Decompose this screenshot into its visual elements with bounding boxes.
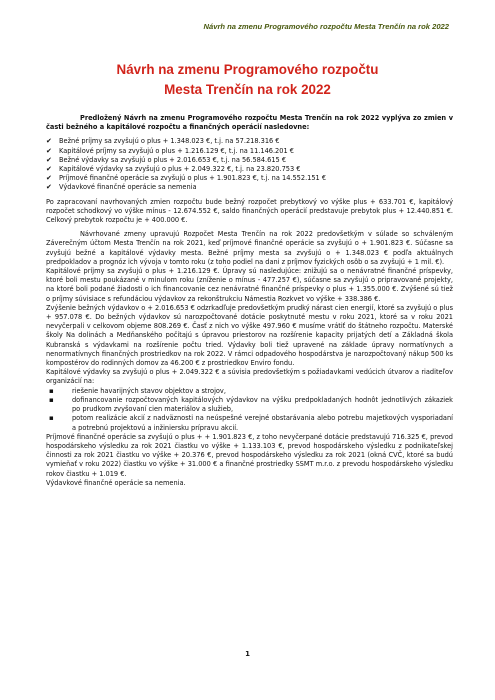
list-item: ✔ Kapitálové príjmy sa zvyšujú o plus + 1.216.129 €, t.j. na 11.146.201 €: [46, 146, 294, 155]
intro-paragraph: Predložený Návrh na zmenu Programového rozpočtu Mesta Trenčín na rok 2022 vyplýva zo zmien v časti bežného a kapitálové rozpočtu a finančných operácií nasledovne:: [46, 114, 453, 132]
checkmark-icon: ✔: [46, 174, 52, 183]
checkmark-icon: ✔: [46, 183, 52, 192]
capital-expenses-paragraph: Kapitálové výdavky sa zvyšujú o plus + 2.049.322 € a súvisia predovšetkým s požiadavkami vedúcich útvarov a riaditeľov organizácií na:: [46, 368, 453, 386]
capital-expenses-list: [46, 387, 453, 433]
checkmark-icon: ✔: [46, 155, 52, 164]
bullet-icon: ▪: [49, 414, 54, 423]
page-title: [0, 60, 495, 100]
list-item: ✔ Výdavkové finančné operácie sa nemenia: [46, 183, 197, 192]
current-expenses-paragraph: Zvýšenie bežných výdavkov o + 2.016.653 € odzrkadľuje predovšetkým prudký nárast cien energií, ktoré sa zvyšujú o plus + 957.078 €. Do bežných výdavkov sú narozpočtované dotácie poskytnuté mestu v roku 2021, ktoré sa v roku 2021 nevyčerpali v celkovom objeme 808.269 €. Časť z nich vo výške 497.960 € musíme vrátiť do štátneho rozpočtu. Materské školy Na dolinách a Medňanského počítajú s úpravou priestorov na rozšírenie kapacity prijatých detí a Základná škola Kubranská s výdavkami na rozšírenie počtu tried. Výdavky boli tiež upravené na základe úpravy normatívnych a nenormatívnych finančných prostriedkov na rok 2022. V rámci odpadového hospodárstva je narozpočtovaný nákup 500 ks kompostérov do rodinných domov za 46.200 € z prostriedkov Enviro fondu.: [46, 303, 453, 368]
list-item: ✔ Príjmové finančné operácie sa zvyšujú o plus + 1.901.823 €, t.j. na 14.552.151 €: [46, 174, 327, 183]
balance-paragraph: Po zapracovaní navrhovaných zmien rozpočtu bude bežný rozpočet prebytkový vo výške plus + 633.701 €, kapitálový rozpočet schodkový vo výške mínus - 12.674.552 €, saldo finančných operácií predstavuje prebytok plus + 12.440.851 €. Celkový prebytok rozpočtu je + 400.000 €.: [46, 197, 453, 225]
list-item: ✔ Kapitálové výdavky sa zvyšujú o plus + 2.049.322 €, t.j. na 23.820.753 €: [46, 165, 301, 174]
title-line-2: Mesta Trenčín na rok 2022: [164, 82, 331, 97]
summary-list: [46, 137, 453, 192]
bullet-icon: ▪: [49, 395, 54, 404]
checkmark-icon: ✔: [46, 165, 52, 174]
document-body: [46, 114, 453, 488]
proposal-paragraph: Návrhované zmeny upravujú Rozpočet Mesta Trenčín na rok 2022 predovšetkým v súlade so schváleným Záverečným účtom Mesta Trenčín na rok 2021, keď príjmové finančné operácie sa zvyšujú o + 1.901.823 €. Súčasne sa zvyšujú bežné a kapitálové výdavky mesta. Bežné príjmy mesta sa zvyšujú o + 1.348.023 € podľa aktuálnych predpokladov a prognóz ich vývoja v tomto roku (z toho podiel na dani z príjmov fyzických osôb o sa zvyšujú + 1 mil. €).: [46, 230, 453, 266]
list-item: ✔ Bežné výdavky sa zvyšujú o plus + 2.016.653 €, t.j. na 56.584.615 €: [46, 155, 287, 164]
list-item: ▪ riešenie havarijných stavov objektov a strojov,: [49, 386, 226, 395]
checkmark-icon: ✔: [46, 137, 52, 146]
bullet-icon: ▪: [49, 386, 54, 395]
financial-income-paragraph: Príjmové finančné operácie sa zvyšujú o plus + + 1.901.823 €, z toho nevyčerpané dotácie predstavujú 716.325 €, prevod hospodárskeho výsledku za rok 2021 čiastku vo výške + 1.133.103 €, prevod hospodárskeho výsledku z podnikateľskej činnosti za rok 2021 čiastku vo výške + 20.376 €, prevod hospodárskeho výsledku za rok 2021 (okná CVČ, ktoré sa budú vymieňať v roku 2022) čiastku vo výške + 31.000 € a finančné prostriedky SSMT m.r.o. z prevodu hospodárskeho výsledku rokov čiastku + 1.019 €.: [46, 432, 453, 478]
financial-expenses-paragraph: Výdavkové finančné operácie sa nemenia.: [46, 478, 186, 487]
capital-income-paragraph: Kapitálové príjmy sa zvyšujú o plus + 1.216.129 €. Úpravy sú nasledujúce: znižujú sa o nenávratné finančné príspevky, ktoré boli mestu poukázané v minulom roku (zníženie o mínus - 477.257 €), súčasne sa zvyšujú o pripravované projekty, na ktoré boli podané žiadosti o ich financovanie cez nenávratné finančné príspevky o plus + 1.355.000 €. Zvýšené sú tiež o príjmy súvisiace s refundáciou výdavkov za rekonštrukciu Námestia Rozkvet vo výške + 338.386 €.: [46, 267, 453, 303]
page-number: 1: [245, 650, 250, 658]
checkmark-icon: ✔: [46, 146, 52, 155]
list-item: ▪ potom realizácie akcií z nadväznosti na neúspešné verejné obstarávania alebo potrebu majetkových vysporiadaní a potrebnú projektovú a inžiniersku prípravu akcií.: [49, 414, 453, 432]
list-item: ▪ dofinancovanie rozpočtovaných kapitálových výdavkov na výšku predpokladaných hodnôt jednotlivých zákaziek po prudkom zvyšovaní cien materiálov a služieb,: [49, 395, 453, 414]
list-item: ✔ Bežné príjmy sa zvyšujú o plus + 1.348.023 €, t.j. na 57.218.316 €: [46, 137, 280, 146]
title-line-1: Návrh na zmenu Programového rozpočtu: [116, 62, 379, 77]
running-header: Návrh na zmenu Programového rozpočtu Mesta Trenčín na rok 2022: [203, 22, 449, 31]
